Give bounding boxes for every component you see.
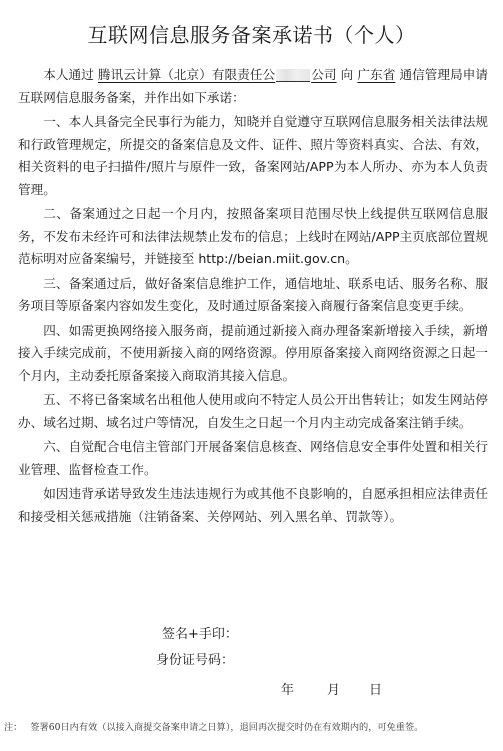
clause-2: 二、备案通过之日起一个月内，按照备案项目范围尽快上线提供互联网信息服务，不发布未经许可和法律法规禁止发布的信息；上线时在网站/APP主页底部位置规范标明对应备案编号，并链接至 http://beian.miit.gov.cn。: [18, 206, 488, 266]
date-day-label: 日: [369, 683, 383, 698]
commitment-body: [18, 64, 488, 530]
footnote-text: 签署60日内有效（以接入商提交备案申请之日算），退回再次提交时仍在有效期内的，可免重签。: [30, 722, 424, 733]
signature-label: 签名+手印：: [162, 627, 238, 642]
intro-paragraph: [18, 64, 488, 109]
date-month-label: 月: [327, 683, 341, 698]
footnote: [4, 722, 499, 734]
intro-text-3: 通信管理局申请互联网信息服务备案，并作出如下承诺：: [18, 67, 489, 105]
redacted-area: [276, 69, 310, 82]
liability-paragraph: 如因违背承诺导致发生违法违规行为或其他不良影响的，自愿承担相应法律责任和接受相关惩戒措施（注销备案、关停网站、列入黑名单、罚款等）。: [18, 486, 488, 524]
date-year-label: 年: [281, 683, 295, 698]
document-title: 互联网信息服务备案承诺书（个人）: [87, 23, 416, 47]
clause-3: 三、备案通过后，做好备案信息维护工作，通信地址、联系电话、服务名称、服务项目等原备案内容如发生变化，及时通过原备案接入商履行备案信息变更手续。: [18, 275, 488, 313]
intro-text-1: 本人通过: [43, 67, 94, 82]
footnote-label: 注：: [4, 722, 23, 733]
clause-4: 四、如需更换网络接入服务商，提前通过新接入商办理备案新增接入手续，新增接入手续完成前，不使用新接入商的网络资源。停用原备案接入商网络资源之日起一个月内，主动委托原备案接入商取消其接入信息。: [18, 322, 488, 383]
clause-6: 六、自觉配合电信主管部门开展备案信息核查、网络信息安全事件处置和相关行业管理、监督检查工作。: [18, 439, 488, 477]
intro-text-2: 向: [340, 67, 354, 82]
clause-1: 一、本人具备完全民事行为能力，知晓并自觉遵守互联网信息服务相关法律法规和行政管理规定，所提交的备案信息及文件、证件、照片等资料真实、合法、有效，相关资料的电子扫描件/照片与原件一致，备案网站/APP为本人所办、亦为本人负责管理。: [18, 114, 488, 197]
province-name: 广东省: [357, 67, 396, 82]
provider-name: 腾讯云计算（北京）有限责任公: [97, 67, 276, 82]
clause-5: 五、不将已备案域名出租他人使用或向不特定人员公开出售转让；如发生网站停办、域名过期、域名过户等情况，自发生之日起一个月内主动完成备案注销手续。: [18, 392, 488, 430]
provider-name-tail: 公司: [311, 67, 337, 82]
id-number-label: 身份证号码：: [156, 653, 235, 668]
